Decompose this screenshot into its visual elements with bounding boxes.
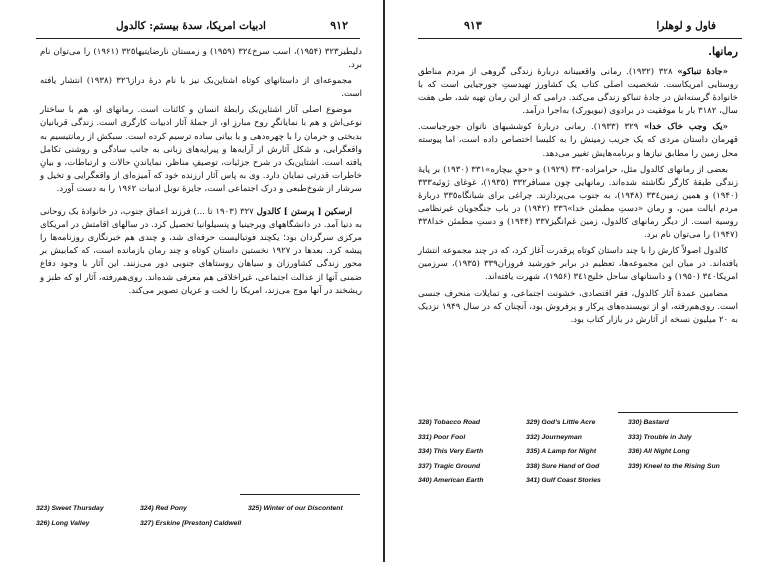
right-paragraph-2 (418, 121, 738, 160)
paragraph-text: ٣٢٩ (۱۹۳۳). رمانی دربارهٔ کوششیهای ناتوان جورجیاست. قهرمان داستان مردی که یک جریب زمینش را به کلیسا اختصاص داده است، اما پیوسته محل زمین را مطابق نیازها و برنامه‌هایش تغییر می‌دهد. (418, 122, 738, 159)
footnote: 338) Sure Hand of God (526, 462, 600, 470)
footnote: 336) All Night Long (628, 448, 690, 455)
footnote: 339) Kneel to the Rising Sun (628, 462, 720, 470)
paragraph-text: موضوع اصلی آثار اشتاین‌بک رابطهٔ انسان و کائنات است. رمانهای او، هم با ساختار نوعی‌اش و هم با نمایانگرِ روح مبارزِ او، از جملهٔ آثار ادبیات کارگری است. زندگی قربانیان بدبختی و حرمان را با چهره‌دهی و با بیانی ساده ترسیم کرده است. سبکش از رمانتیسیم به واقعگرایی، و شکل آثارش از آرایه‌ها و پیرایه‌های زبانی به جانب سادگی و روشنی تکامل یافته است. اشتاین‌بک در شرح جزئیات، توصیفِ مناظر، نمایاندنِ حالات و ارتباطات، و بیانِ خاطرات قدرتی نمایان دارد. وی به پاس آثار ارزنده خود که آمیزه‌ای از واقعگرایی و تخیل و سرشار از شوخ‌طبعی و درک اجتماعی است، جایزهٔ نوبل ادبیات ۱۹۶۲ را به دست آورد. (40, 105, 362, 194)
left-paragraph-2 (40, 75, 362, 101)
left-footnotes (36, 502, 358, 531)
left-page-number: ٩١٢ (330, 19, 348, 32)
left-paragraph-3 (40, 104, 362, 196)
footnote: 332) Journeyman (526, 433, 582, 441)
footnote: 333) Trouble in July (628, 433, 692, 441)
paragraph-lead: «جادهٔ تنباکو» (677, 67, 728, 77)
footnote: 341) Gulf Coast Stories (526, 477, 601, 484)
paragraph-text: ٣٢٧ (۱۹۰۳ تا ...) فرزند اعماق جنوب، در خانوادهٔ یک روحانی به دنیا آمد. در دانشگاههای ویرجینیا و پنسیلوانیا تحصیل کرد. در سالهای اقامتش در امریکای مرکزی سرگردان بود؛ یکچند فوتبالیست حرفه‌ای شد، و چندی هم خبرنگاری روزنامه‌ها را پیشه کرد. بعدها در ۱۹۲۷ نخستین داستان کوتاه و چند رمان بازمانده است، که کمابیش بر محور زندگی کشاورزان و سیاهان روستاهای جنوبی دور می‌زنند. این آثار با وجود دفاع ضمنی آنها از عدالت اجتماعی، غیراخلاقی هم معرفی شده‌اند. روی‌هم‌رفته، آثار او که طنز و ریشخند در آنها موج می‌زند، امریکا را لخت و عریان تصویر می‌کند. (40, 207, 362, 296)
footnote: 331) Poor Fool (418, 433, 466, 441)
right-page-number: ٩١٣ (464, 19, 482, 32)
page-gutter (383, 0, 385, 562)
footnote: 334) This Very Earth (418, 448, 484, 455)
right-header-rule (418, 38, 742, 39)
paragraph-text: دلیطیر٣٢٣ (۱۹۵۴)، اسب سرخ٣٢٤ (۱۹۵۹) و زمستان نارضایتیها٣٢٥ (۱۹۶۱) را می‌توان نام برد. (40, 47, 363, 71)
footnote: 326) Long Valley (36, 519, 90, 527)
left-page (14, 0, 374, 562)
footnote: 329) God's Little Acre (526, 419, 596, 426)
left-footnote-rule (240, 494, 360, 495)
footnote: 328) Tobacco Road (418, 419, 481, 426)
paragraph-text: بعضی از رمانهای کالدول مثل، حرامزاده٣٣٠ (۱۹۲۹) و «حقِ بیچاره»٣٣١ (۱۹۳۰) بر پایهٔ زندگی طبقهٔ کارگر نگاشته شده‌اند. رمانهایی چون مسافر٣٣٢ (۱۹۳۵)، غوغای ژوئیه٣٣٣ (۱۹۴۰) و همین زمین٣٣٤ (۱۹۴۸)، به جنوب می‌پردازند. چراغی برای شبانگاه٣٣٥ دربارهٔ مردم ایالت مین، و رمان «دستِ مطمئن خدا»٣٣٦ (۱۹۴۲) در باب جنگجویان غیرنظامی روسیه است. از دیگر رمانهای کالدول، زمین غم‌انگیز٣٣٧ (۱۹۴۴) و دستِ مطمئن خدا٣٣٨ (۱۹۴۷) را می‌توان نام برد. (418, 164, 738, 241)
paragraph-lead: ارسکین [ پرستن ] کالدول (256, 207, 352, 218)
paragraph-text: مجموعه‌ای از داستانهای کوتاه اشتاین‌بک نیز با نام درهٔ دراز٣٢٦ (۱۹۳۸) انتشار یافته است. (40, 76, 362, 100)
footnote: 335) A Lamp for Night (526, 448, 597, 455)
right-footnote-rule (618, 412, 738, 413)
right-page (396, 0, 756, 562)
left-running-title: ادبیات امریکا، سدهٔ بیستم: کالدول (116, 20, 266, 32)
section-title: رمانها. (708, 45, 738, 58)
right-paragraph-3 (418, 164, 738, 243)
left-paragraph-4 (40, 206, 362, 298)
footnote: 323) Sweet Thursday (36, 505, 104, 512)
right-footnotes (418, 416, 740, 489)
right-running-title: فاول و لوهلرا (656, 20, 716, 32)
footnote: 327) Erskine [Preston] Caldwell (140, 519, 242, 527)
right-body-text (418, 66, 738, 330)
footnote: 337) Tragic Ground (418, 462, 481, 470)
paragraph-text: کالدول اصولاً کارش را با چند داستان کوتاه پرقدرت آغاز کرد، که در چند مجموعه انتشار یافته‌اند. در میان این مجموعه‌ها، تعظیم در برابر خورشید فروزان٣٣٩ (۱۹۳۵)، سرزمین امریکا٣٤٠ (۱۹۵۰) و داستانهای ساحل خلیج٣٤١ (۱۹۵۶)، شهرت یافته‌اند. (418, 246, 738, 283)
footnote: 324) Red Pony (140, 505, 187, 512)
paragraph-lead: «یک وجب خاک خدا» (643, 122, 728, 133)
footnote: 325) Winter of our Discontent (248, 505, 343, 512)
left-body-text (40, 46, 362, 301)
left-header-rule (36, 38, 360, 39)
paragraph-text: مضامین عمدهٔ آثار کالدول، فقر اقتصادی، خشونت اجتماعی، و تمایلات منحرف جنسی است. روی‌هم‌رفته، او از نویسنده‌های پرکار و پرفروش بود، آنچنان که در سال ۱۹۴۹ نزدیک به ۲۰ میلیون نسخه از آثارش در بازار کتاب بود. (418, 288, 739, 325)
footnote: 340) American Earth (418, 477, 484, 484)
right-running-header (420, 18, 738, 34)
right-paragraph-4 (418, 245, 738, 284)
right-paragraph-1 (418, 66, 738, 118)
left-paragraph-1 (40, 46, 362, 72)
footnote: 330) Bastard (628, 419, 669, 426)
left-running-header (38, 18, 356, 34)
right-paragraph-5 (418, 288, 738, 327)
paragraph-text: ٣٢٨ (۱۹۳۲). رمانی واقعبینانه دربارهٔ زندگی گروهی از مردم مناطق روستایی امریکاست. شخصیت اصلی کتاب یک کشاورز تهیدستِ جورجیایی است که با خانوادهٔ گرسنه‌اش در جادهٔ تنباکو زندگی می‌کند. درامی که از این رمان تهیه شد، طی هفت سال، ۳۱۸۲ بار با موفقیت در برادوی (نیویورک) به‌اجرا درآمد. (418, 67, 738, 117)
